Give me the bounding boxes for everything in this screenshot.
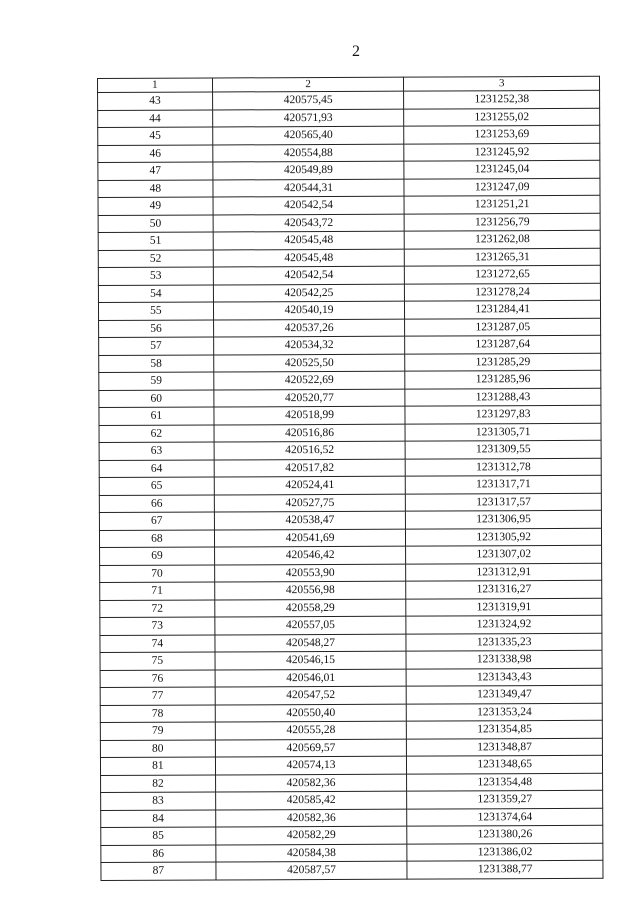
- point-number-cell: 61: [99, 407, 214, 425]
- y-coordinate-cell: 1231252,38: [404, 90, 600, 108]
- table-row: [98, 143, 600, 163]
- table-row: [98, 178, 600, 198]
- x-coordinate-cell: 420546,42: [214, 546, 406, 564]
- y-coordinate-cell: 1231374,64: [407, 808, 603, 826]
- table-row: [100, 580, 602, 600]
- table-row: [98, 195, 600, 215]
- y-coordinate-cell: 1231297,83: [405, 405, 601, 423]
- y-coordinate-cell: 1231359,27: [407, 790, 603, 808]
- x-coordinate-cell: 420557,05: [215, 616, 407, 634]
- point-number-cell: 77: [100, 687, 215, 705]
- x-coordinate-cell: 420554,88: [213, 144, 405, 162]
- y-coordinate-cell: 1231305,92: [406, 528, 602, 546]
- x-coordinate-cell: 420516,52: [214, 441, 406, 459]
- x-coordinate-cell: 420525,50: [213, 354, 405, 372]
- point-number-cell: 58: [99, 354, 214, 372]
- y-coordinate-cell: 1231348,65: [407, 755, 603, 773]
- column-header-3: 3: [404, 76, 600, 91]
- table-row: [100, 615, 602, 635]
- table-row: [101, 825, 603, 845]
- point-number-cell: 69: [100, 547, 215, 565]
- x-coordinate-cell: 420534,32: [213, 336, 405, 354]
- y-coordinate-cell: 1231265,31: [405, 248, 601, 266]
- point-number-cell: 45: [98, 127, 213, 145]
- table-row: [100, 598, 602, 618]
- point-number-cell: 86: [101, 844, 216, 862]
- x-coordinate-cell: 420548,27: [215, 634, 407, 652]
- table-row: [99, 440, 601, 460]
- y-coordinate-cell: 1231284,41: [405, 300, 601, 318]
- point-number-cell: 76: [100, 669, 215, 687]
- y-coordinate-cell: 1231253,69: [404, 125, 600, 143]
- point-number-cell: 87: [101, 862, 216, 880]
- x-coordinate-cell: 420520,77: [214, 389, 406, 407]
- y-coordinate-cell: 1231343,43: [406, 668, 602, 686]
- y-coordinate-cell: 1231317,57: [406, 493, 602, 511]
- y-coordinate-cell: 1231335,23: [406, 633, 602, 651]
- point-number-cell: 63: [99, 442, 214, 460]
- x-coordinate-cell: 420565,40: [212, 126, 404, 144]
- point-number-cell: 78: [100, 704, 215, 722]
- y-coordinate-cell: 1231324,92: [406, 615, 602, 633]
- column-header-1: 1: [98, 78, 213, 93]
- x-coordinate-cell: 420541,69: [214, 529, 406, 547]
- table-row: [100, 563, 602, 583]
- table-row: [101, 860, 603, 880]
- point-number-cell: 54: [98, 284, 213, 302]
- x-coordinate-cell: 420542,54: [213, 196, 405, 214]
- page-number: 2: [352, 43, 360, 60]
- x-coordinate-cell: 420518,99: [214, 406, 406, 424]
- point-number-cell: 47: [98, 162, 213, 180]
- point-number-cell: 79: [100, 722, 215, 740]
- x-coordinate-cell: 420584,38: [216, 844, 408, 862]
- y-coordinate-cell: 1231312,91: [406, 563, 602, 581]
- point-number-cell: 46: [98, 144, 213, 162]
- y-coordinate-cell: 1231287,05: [405, 318, 601, 336]
- y-coordinate-cell: 1231338,98: [406, 650, 602, 668]
- x-coordinate-cell: 420543,72: [213, 214, 405, 232]
- x-coordinate-cell: 420582,29: [215, 826, 407, 844]
- table-row: [98, 265, 600, 285]
- point-number-cell: 83: [101, 792, 216, 810]
- table-row: [99, 388, 601, 408]
- x-coordinate-cell: 420582,36: [215, 774, 407, 792]
- table-row: [98, 248, 600, 268]
- table-row: [99, 318, 601, 338]
- table-row: [99, 353, 601, 373]
- point-number-cell: 81: [100, 757, 215, 775]
- point-number-cell: 52: [98, 249, 213, 267]
- y-coordinate-cell: 1231305,71: [405, 423, 601, 441]
- point-number-cell: 74: [100, 634, 215, 652]
- table-row: [101, 790, 603, 810]
- table-row: [98, 300, 600, 320]
- y-coordinate-cell: 1231251,21: [404, 195, 600, 213]
- table-row: [99, 423, 601, 443]
- y-coordinate-cell: 1231288,43: [405, 388, 601, 406]
- table-row: [99, 370, 601, 390]
- point-number-cell: 71: [100, 582, 215, 600]
- y-coordinate-cell: 1231247,09: [404, 178, 600, 196]
- point-number-cell: 72: [100, 599, 215, 617]
- point-number-cell: 84: [101, 809, 216, 827]
- y-coordinate-cell: 1231307,02: [406, 545, 602, 563]
- x-coordinate-cell: 420569,57: [215, 739, 407, 757]
- x-coordinate-cell: 420556,98: [214, 581, 406, 599]
- x-coordinate-cell: 420542,25: [213, 284, 405, 302]
- table-row: [98, 90, 600, 110]
- point-number-cell: 55: [98, 302, 213, 320]
- table-row: [100, 738, 602, 758]
- point-number-cell: 68: [99, 529, 214, 547]
- table-row: [100, 545, 602, 565]
- x-coordinate-cell: 420587,57: [216, 861, 408, 879]
- x-coordinate-cell: 420549,89: [213, 161, 405, 179]
- point-number-cell: 75: [100, 652, 215, 670]
- x-coordinate-cell: 420542,54: [213, 266, 405, 284]
- point-number-cell: 50: [98, 214, 213, 232]
- y-coordinate-cell: 1231309,55: [405, 440, 601, 458]
- point-number-cell: 62: [99, 424, 214, 442]
- table-row: [99, 528, 601, 548]
- y-coordinate-cell: 1231354,48: [407, 773, 603, 791]
- table-row: [100, 685, 602, 705]
- y-coordinate-cell: 1231348,87: [407, 738, 603, 756]
- x-coordinate-cell: 420545,48: [213, 231, 405, 249]
- point-number-cell: 56: [99, 319, 214, 337]
- y-coordinate-cell: 1231354,85: [407, 720, 603, 738]
- x-coordinate-cell: 420550,40: [215, 704, 407, 722]
- y-coordinate-cell: 1231256,79: [404, 213, 600, 231]
- y-coordinate-cell: 1231245,04: [404, 160, 600, 178]
- table-row: [99, 475, 601, 495]
- table-row: [98, 213, 600, 233]
- table-row: [99, 458, 601, 478]
- y-coordinate-cell: 1231388,77: [407, 860, 603, 878]
- y-coordinate-cell: 1231353,24: [407, 703, 603, 721]
- table-row: [99, 493, 601, 513]
- point-number-cell: 64: [99, 459, 214, 477]
- table-row: [98, 230, 600, 250]
- table-row: [101, 808, 603, 828]
- point-number-cell: 70: [100, 564, 215, 582]
- y-coordinate-cell: 1231316,27: [406, 580, 602, 598]
- table-row: [100, 650, 602, 670]
- point-number-cell: 73: [100, 617, 215, 635]
- point-number-cell: 44: [98, 109, 213, 127]
- y-coordinate-cell: 1231272,65: [405, 265, 601, 283]
- x-coordinate-cell: 420545,48: [213, 249, 405, 267]
- x-coordinate-cell: 420546,15: [215, 651, 407, 669]
- table-row: [101, 843, 603, 863]
- x-coordinate-cell: 420517,82: [214, 459, 406, 477]
- point-number-cell: 53: [98, 267, 213, 285]
- y-coordinate-cell: 1231319,91: [406, 598, 602, 616]
- y-coordinate-cell: 1231285,29: [405, 353, 601, 371]
- table-row: [100, 668, 602, 688]
- table-row: [100, 755, 602, 775]
- x-coordinate-cell: 420544,31: [213, 179, 405, 197]
- x-coordinate-cell: 420553,90: [214, 564, 406, 582]
- point-number-cell: 67: [99, 512, 214, 530]
- point-number-cell: 51: [98, 232, 213, 250]
- x-coordinate-cell: 420575,45: [212, 91, 404, 109]
- y-coordinate-cell: 1231287,64: [405, 335, 601, 353]
- column-header-2: 2: [212, 77, 404, 92]
- x-coordinate-cell: 420537,26: [213, 319, 405, 337]
- y-coordinate-cell: 1231312,78: [406, 458, 602, 476]
- x-coordinate-cell: 420558,29: [214, 599, 406, 617]
- point-number-cell: 59: [99, 372, 214, 390]
- y-coordinate-cell: 1231245,92: [404, 143, 600, 161]
- x-coordinate-cell: 420582,36: [215, 809, 407, 827]
- y-coordinate-cell: 1231349,47: [407, 685, 603, 703]
- table-row: [100, 703, 602, 723]
- point-number-cell: 65: [99, 477, 214, 495]
- y-coordinate-cell: 1231317,71: [406, 475, 602, 493]
- x-coordinate-cell: 420546,01: [215, 669, 407, 687]
- table-row: [99, 335, 601, 355]
- x-coordinate-cell: 420522,69: [214, 371, 406, 389]
- x-coordinate-cell: 420571,93: [212, 109, 404, 127]
- table-row: [101, 773, 603, 793]
- y-coordinate-cell: 1231386,02: [407, 843, 603, 861]
- point-number-cell: 49: [98, 197, 213, 215]
- table-row: [98, 125, 600, 145]
- table-row: [98, 283, 600, 303]
- x-coordinate-cell: 420547,52: [215, 686, 407, 704]
- y-coordinate-cell: 1231262,08: [405, 230, 601, 248]
- point-number-cell: 60: [99, 389, 214, 407]
- x-coordinate-cell: 420540,19: [213, 301, 405, 319]
- table-row: [100, 720, 602, 740]
- table-row: [99, 510, 601, 530]
- table-row: [100, 633, 602, 653]
- table-body: [98, 90, 603, 880]
- point-number-cell: 43: [98, 92, 213, 110]
- x-coordinate-cell: 420574,13: [215, 756, 407, 774]
- table-row: [98, 108, 600, 128]
- point-number-cell: 66: [99, 494, 214, 512]
- coordinates-table: [97, 76, 603, 881]
- x-coordinate-cell: 420527,75: [214, 494, 406, 512]
- x-coordinate-cell: 420516,86: [214, 424, 406, 442]
- table-row: [98, 160, 600, 180]
- point-number-cell: 48: [98, 179, 213, 197]
- y-coordinate-cell: 1231278,24: [405, 283, 601, 301]
- x-coordinate-cell: 420585,42: [215, 791, 407, 809]
- y-coordinate-cell: 1231255,02: [404, 108, 600, 126]
- x-coordinate-cell: 420538,47: [214, 511, 406, 529]
- table-row: [99, 405, 601, 425]
- x-coordinate-cell: 420555,28: [215, 721, 407, 739]
- y-coordinate-cell: 1231380,26: [407, 825, 603, 843]
- y-coordinate-cell: 1231306,95: [406, 510, 602, 528]
- point-number-cell: 85: [101, 827, 216, 845]
- point-number-cell: 80: [100, 739, 215, 757]
- y-coordinate-cell: 1231285,96: [405, 370, 601, 388]
- point-number-cell: 57: [99, 337, 214, 355]
- point-number-cell: 82: [101, 774, 216, 792]
- x-coordinate-cell: 420524,41: [214, 476, 406, 494]
